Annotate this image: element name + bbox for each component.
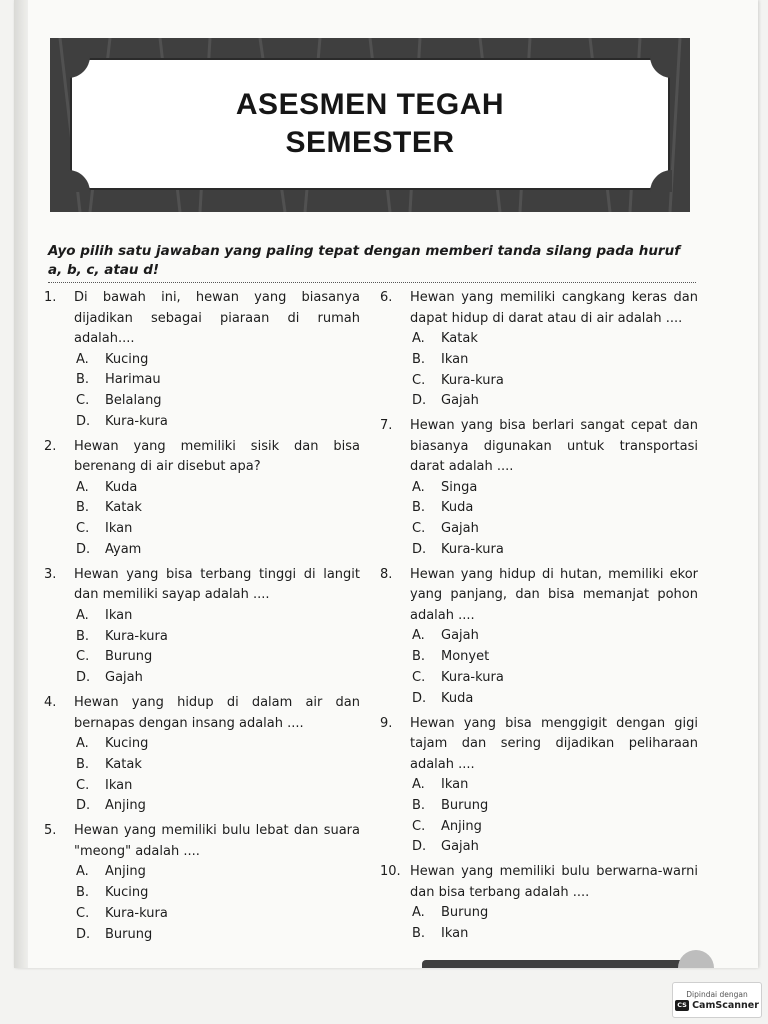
option-letter: D. xyxy=(76,670,91,686)
option-letter: A. xyxy=(76,864,89,880)
option-text: Anjing xyxy=(105,798,146,814)
option-text: Kura-kura xyxy=(441,372,504,388)
question-number: 7. xyxy=(380,418,393,434)
answer-option[interactable] xyxy=(380,498,698,519)
question-header xyxy=(380,714,698,776)
questions-column-right xyxy=(380,288,698,949)
answer-option[interactable] xyxy=(380,329,698,350)
answer-option[interactable] xyxy=(44,370,360,391)
option-letter: D. xyxy=(76,413,91,429)
option-letter: A. xyxy=(76,479,89,495)
option-text: Ayam xyxy=(105,542,142,558)
option-text: Kucing xyxy=(105,885,149,901)
option-letter: A. xyxy=(76,351,89,367)
question-item xyxy=(380,288,698,412)
question-number: 5. xyxy=(44,823,57,839)
option-text: Kura-kura xyxy=(105,628,168,644)
option-text: Singa xyxy=(441,479,478,495)
question-number: 4. xyxy=(44,695,57,711)
option-text: Belalang xyxy=(105,393,162,409)
answer-option[interactable] xyxy=(44,519,360,540)
option-letter: C. xyxy=(76,393,90,409)
question-item xyxy=(44,288,360,433)
question-text: Hewan yang bisa menggigit dengan gigi tajam dan sering dijadikan peliharaan adalah .... xyxy=(410,715,698,772)
option-letter: A. xyxy=(412,331,425,346)
answer-option[interactable] xyxy=(44,350,360,371)
question-item xyxy=(380,714,698,859)
camscanner-logo-icon: CS xyxy=(675,1000,689,1011)
option-text: Kucing xyxy=(105,351,149,367)
option-text: Anjing xyxy=(441,818,482,834)
question-header xyxy=(380,862,698,903)
question-text: Hewan yang bisa berlari sangat cepat dan biasanya digunakan untuk transportasi darat adalah .... xyxy=(410,418,698,475)
question-item xyxy=(380,565,698,710)
answer-option[interactable] xyxy=(380,903,698,924)
question-header xyxy=(380,416,698,478)
option-text: Kura-kura xyxy=(441,669,504,685)
option-letter: C. xyxy=(76,905,90,921)
option-letter: D. xyxy=(76,798,91,814)
option-text: Ikan xyxy=(441,351,469,367)
option-letter: D. xyxy=(412,839,427,855)
answer-option[interactable] xyxy=(380,689,698,710)
question-item xyxy=(44,565,360,689)
option-letter: B. xyxy=(412,649,426,665)
answer-option[interactable] xyxy=(44,668,360,689)
answer-option[interactable] xyxy=(380,668,698,689)
option-text: Katak xyxy=(105,500,142,516)
question-header xyxy=(380,565,698,627)
answer-option[interactable] xyxy=(380,796,698,817)
scanner-name: CamScanner xyxy=(692,999,759,1011)
option-letter: C. xyxy=(412,818,426,834)
question-text: Hewan yang hidup di dalam air dan bernapas dengan insang adalah .... xyxy=(74,695,360,731)
option-letter: D. xyxy=(76,542,91,558)
answer-option[interactable] xyxy=(380,371,698,392)
page-binding-edge xyxy=(14,0,28,968)
question-number: 1. xyxy=(44,290,57,305)
question-text: Hewan yang memiliki sisik dan bisa berenang di air disebut apa? xyxy=(74,438,360,475)
option-text: Gajah xyxy=(441,393,479,409)
answer-option[interactable] xyxy=(44,647,360,668)
frame-corner xyxy=(650,170,672,192)
answer-option[interactable] xyxy=(44,862,360,883)
option-letter: B. xyxy=(76,885,90,901)
scanner-caption: Dipindai dengan xyxy=(686,989,748,999)
question-number: 3. xyxy=(44,566,57,582)
option-text: Harimau xyxy=(105,372,161,388)
question-number: 2. xyxy=(44,438,57,454)
option-letter: C. xyxy=(412,521,426,537)
frame-corner xyxy=(68,170,90,192)
option-text: Ikan xyxy=(441,777,469,793)
answer-option[interactable] xyxy=(380,837,698,858)
question-number: 10. xyxy=(380,864,401,880)
footer-strip xyxy=(422,960,692,968)
question-item xyxy=(44,437,360,561)
answer-option[interactable] xyxy=(380,350,698,371)
option-text: Monyet xyxy=(441,649,490,665)
option-letter: C. xyxy=(412,669,426,685)
answer-option[interactable] xyxy=(44,904,360,925)
answer-option[interactable] xyxy=(44,391,360,412)
option-text: Kuda xyxy=(441,690,474,706)
option-text: Kuda xyxy=(441,500,474,516)
question-text: Hewan yang memiliki bulu lebat dan suara "meong" adalah .... xyxy=(74,823,360,859)
question-item xyxy=(380,862,698,945)
answer-option[interactable] xyxy=(44,478,360,499)
option-letter: B. xyxy=(76,628,90,644)
option-text: Burung xyxy=(441,905,489,921)
answer-option[interactable] xyxy=(380,817,698,838)
answer-option[interactable] xyxy=(44,412,360,433)
option-text: Gajah xyxy=(105,670,143,686)
option-letter: A. xyxy=(412,628,425,644)
option-text: Gajah xyxy=(441,839,479,855)
question-text: Hewan yang memiliki cangkang keras dan dapat hidup di darat atau di air adalah .... xyxy=(410,290,698,326)
option-text: Kura-kura xyxy=(441,542,504,558)
question-number: 9. xyxy=(380,715,393,731)
answer-option[interactable] xyxy=(380,540,698,561)
question-text: Hewan yang memiliki bulu berwarna-warni dan bisa terbang adalah .... xyxy=(410,864,698,900)
answer-option[interactable] xyxy=(380,519,698,540)
answer-option[interactable] xyxy=(44,925,360,946)
option-text: Anjing xyxy=(105,864,146,880)
option-text: Burung xyxy=(105,649,153,665)
option-letter: A. xyxy=(412,777,425,793)
option-letter: A. xyxy=(76,607,89,623)
option-letter: A. xyxy=(412,479,425,495)
answer-option[interactable] xyxy=(44,498,360,519)
option-letter: D. xyxy=(412,393,427,409)
option-letter: A. xyxy=(412,905,425,921)
frame-corner xyxy=(650,56,672,78)
question-item xyxy=(380,416,698,561)
instructions-text: Ayo pilih satu jawaban yang paling tepat dengan memberi tanda silang pada huruf a, b, c, atau d! xyxy=(48,242,696,283)
option-text: Kura-kura xyxy=(105,905,168,921)
answer-option[interactable] xyxy=(380,478,698,499)
frame-corner xyxy=(68,56,90,78)
option-letter: C. xyxy=(76,649,90,665)
option-letter: D. xyxy=(412,690,427,706)
option-text: Kura-kura xyxy=(105,413,168,429)
option-letter: B. xyxy=(412,926,426,942)
option-letter: C. xyxy=(412,372,426,388)
option-text: Ikan xyxy=(441,926,469,942)
question-header xyxy=(44,437,360,478)
question-header xyxy=(44,693,360,734)
title-frame xyxy=(70,58,670,190)
answer-option[interactable] xyxy=(44,796,360,817)
option-text: Ikan xyxy=(105,521,133,537)
scanner-brand-row xyxy=(675,1000,759,1011)
answer-option[interactable] xyxy=(380,775,698,796)
option-letter: B. xyxy=(76,372,90,388)
question-item xyxy=(44,821,360,945)
question-header xyxy=(44,821,360,862)
page-title-line-2: SEMESTER xyxy=(285,126,455,159)
answer-option[interactable] xyxy=(44,776,360,797)
option-letter: A. xyxy=(76,736,89,752)
option-text: Katak xyxy=(105,756,142,772)
option-letter: D. xyxy=(412,542,427,558)
option-text: Kucing xyxy=(105,736,149,752)
answer-option[interactable] xyxy=(44,606,360,627)
answer-option[interactable] xyxy=(380,924,698,945)
option-text: Burung xyxy=(441,797,489,813)
question-text: Hewan yang bisa terbang tinggi di langit dan memiliki sayap adalah .... xyxy=(74,566,360,603)
option-text: Ikan xyxy=(105,777,133,793)
option-letter: C. xyxy=(76,521,90,537)
question-text: Di bawah ini, hewan yang biasanya dijadikan sebagai piaraan di rumah adalah.... xyxy=(74,290,360,346)
question-header xyxy=(44,288,360,350)
answer-option[interactable] xyxy=(44,734,360,755)
option-text: Burung xyxy=(105,926,153,942)
questions-column-left xyxy=(44,288,360,949)
option-text: Ikan xyxy=(105,607,133,623)
question-item xyxy=(44,693,360,817)
option-letter: B. xyxy=(76,500,90,516)
option-text: Katak xyxy=(441,331,478,346)
question-header xyxy=(380,288,698,329)
answer-option[interactable] xyxy=(44,755,360,776)
option-letter: B. xyxy=(76,756,90,772)
option-letter: D. xyxy=(76,926,91,942)
option-letter: B. xyxy=(412,500,426,516)
question-text: Hewan yang hidup di hutan, memiliki ekor yang panjang, dan bisa memanjat pohon adalah .... xyxy=(410,566,698,623)
option-letter: C. xyxy=(76,777,90,793)
option-letter: B. xyxy=(412,351,426,367)
answer-option[interactable] xyxy=(380,391,698,412)
question-number: 8. xyxy=(380,566,393,582)
option-text: Gajah xyxy=(441,521,479,537)
question-number: 6. xyxy=(380,290,393,305)
answer-option[interactable] xyxy=(380,647,698,668)
answer-option[interactable] xyxy=(44,540,360,561)
camscanner-watermark xyxy=(672,982,762,1018)
answer-option[interactable] xyxy=(44,883,360,904)
option-text: Gajah xyxy=(441,628,479,644)
answer-option[interactable] xyxy=(44,627,360,648)
page-title-line-1: ASESMEN TEGAH xyxy=(235,88,505,121)
option-letter: B. xyxy=(412,797,426,813)
question-header xyxy=(44,565,360,606)
option-text: Kuda xyxy=(105,479,138,495)
answer-option[interactable] xyxy=(380,626,698,647)
